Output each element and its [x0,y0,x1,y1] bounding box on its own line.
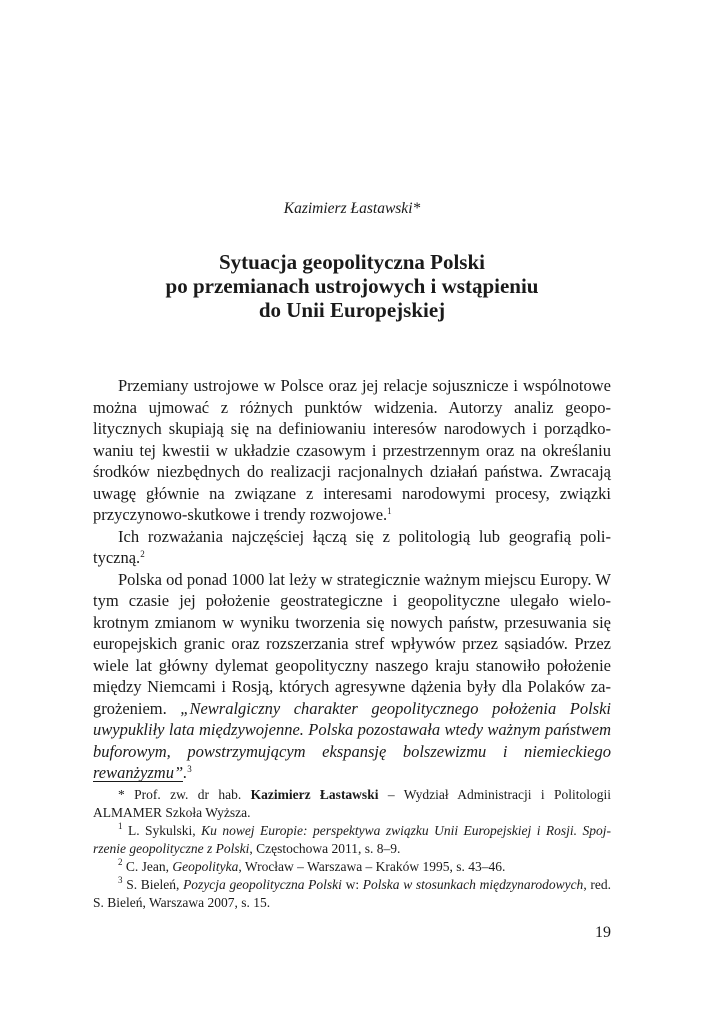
footnote-mark: 1 [118,821,123,831]
paragraph-3 [93,569,611,784]
paragraph-2 [93,526,611,569]
footnote-text: L. Sykulski, [122,823,202,838]
footnote-mark: 2 [118,857,123,867]
article-body [93,375,611,784]
author-name: Kazimierz Łastawski* [283,200,421,217]
footnote-text: S. Bieleń, [122,877,184,892]
footnote-ref-1: 1 [387,506,392,516]
footnote-author [93,786,611,822]
footnotes [93,786,611,912]
footnote-text: , Wrocław – Warszawa – Kraków 1995, s. 43–46. [238,859,506,874]
page-number: 19 [595,924,611,941]
footnote-ref-3: 3 [187,764,192,774]
title-line-3: do Unii Europejskiej [258,298,446,322]
footnote-text: , Częstochowa 2011, s. 8–9. [249,841,401,856]
footnote-text: w: [341,877,363,892]
footnote-title: Geopolityka [172,859,239,874]
quotation: „Newralgiczny charakter geopolitycznego położenia Polski uwypukliły lata międzywojenne. Polska pozostawała wtedy ważnym państwem buforowym, powstrzymującym ekspansję bolszewizmu i niemieckiego rewanżyzmu”. [93,698,611,782]
footnote-text: * Prof. zw. dr hab. [118,787,251,802]
footnote-text: , red. S. Bieleń, Warszawa 2007, s. 15. [93,877,611,910]
footnote-1 [93,822,611,858]
footnote-mark: 3 [118,875,123,885]
footnote-text: – Wydział Administracji i Politologii ALMAMER Szkoła Wyższa. [93,787,611,820]
footnote-divider [93,781,183,782]
footnote-author-name: Kazimierz Łastawski [250,787,379,802]
article-title [90,250,614,322]
footnote-text: C. Jean, [122,859,173,874]
paragraph-text: Polska od ponad 1000 lat leży w strategicznie ważnym miejscu Europy. W tym czasie jej położenie geostrategiczne i geopolityczne ulegało wielokrotnym zmianom w wyniku tworzenia się nowych państw, przesuwania się europejskich granic oraz rozszerzania stref wpływów przez sąsiadów. Przez wiele lat główny dylemat geopolityczny naszego kraju stanowiło położenie między Niemcami i Rosją, których agresywne dążenia były dla Polaków zagrożeniem. [93,569,611,718]
title-line-1: Sytuacja geopolityczna Polski [219,250,485,274]
footnote-title: Pozycja geopolityczna Polski [183,877,342,892]
footnote-title: Polska w stosunkach międzynarodowych [362,877,584,892]
footnote-title: Ku nowej Europie: perspektywa związku Unii Europejskiej i Rosji. Spojrzenie geopolityczne z Polski [93,823,611,856]
footnote-2 [93,858,611,876]
paragraph-text: Przemiany ustrojowe w Polsce oraz jej relacje sojusznicze i wspólnotowe można ujmować z różnych punktów widzenia. Autorzy analiz geopolitycznych skupiają się na definiowaniu interesów narodowych i porządkowaniu tej kwestii w układzie czasowym i przestrzennym oraz na określaniu środków niezbędnych do realizacji racjonalnych działań państwa. Zwracają uwagę głównie na związane z interesami narodowymi procesy, związki przyczynowo-skutkowe i trendy rozwojowe. [93,376,611,524]
paragraph-text: Ich rozważania najczęściej łączą się z politologią lub geografią polityczną. [93,526,611,567]
footnote-ref-2: 2 [140,549,145,559]
paragraph-1 [93,375,611,526]
title-line-2: po przemianach ustrojowych i wstąpieniu [165,274,539,298]
footnote-3 [93,876,611,912]
